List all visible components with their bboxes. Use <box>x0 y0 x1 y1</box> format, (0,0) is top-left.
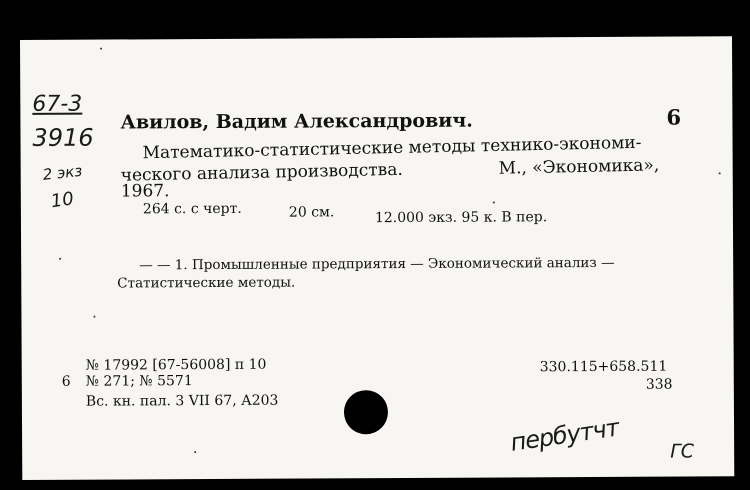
signature-initials: ГС <box>670 440 695 463</box>
copies-note: 2 экз <box>41 161 84 184</box>
title-line-2: ческого анализа производства. <box>120 159 404 186</box>
title-line-1: Математико-статистические методы технико-экономи- <box>142 132 642 164</box>
footer-chamber: Вс. кн. пал. 3 VII 67, А203 <box>85 392 279 410</box>
footer-registry: № 17992 [67-56008] п 10 <box>85 356 267 374</box>
author-heading: Авилов, Вадим Александрович. <box>120 109 473 134</box>
punch-hole <box>344 390 388 434</box>
classification-bbk: 338 <box>645 376 673 393</box>
pages: 264 с. с черт. <box>142 200 242 218</box>
copies-note-number: 10 <box>49 188 76 213</box>
classification-udc: 330.115+658.511 <box>539 358 668 376</box>
call-number-top: 67-3 <box>32 91 83 117</box>
footer-prefix: 6 <box>61 373 71 390</box>
edition-price: 12.000 экз. 95 к. В пер. <box>374 209 548 227</box>
call-number-bottom: 3916 <box>32 123 94 152</box>
subject-line-2: Статистические методы. <box>117 274 296 292</box>
signature-scribble: пербутчт <box>508 413 621 457</box>
card-number: 6 <box>666 104 682 130</box>
footer-numbers: № 271; № 5571 <box>85 373 193 390</box>
publisher: М., «Экономика», <box>498 155 660 179</box>
catalog-card <box>20 36 734 480</box>
subject-line-1: — — 1. Промышленные предприятия — Экономический анализ — <box>139 254 615 274</box>
publication-year: 1967. <box>120 181 170 202</box>
size: 20 см. <box>288 204 335 221</box>
